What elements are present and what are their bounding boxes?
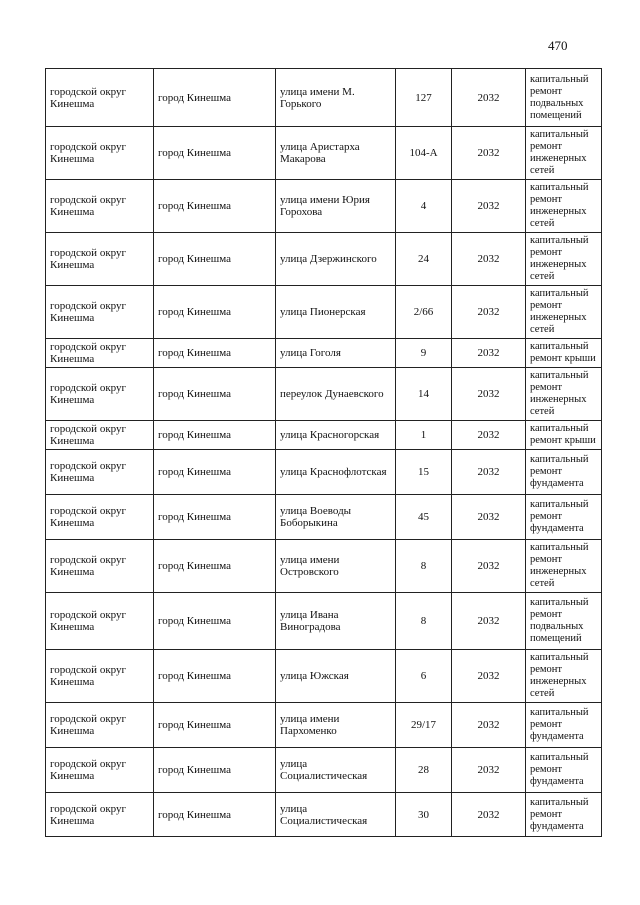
- street-cell: улица имени М. Горького: [276, 69, 396, 127]
- table-row: [46, 180, 602, 233]
- district-cell: городской округ Кинешма: [46, 421, 154, 450]
- city-cell: город Кинешма: [154, 69, 276, 127]
- work-type-cell: капитальный ремонт инженерных сетей: [526, 650, 602, 703]
- district-cell: городской округ Кинешма: [46, 69, 154, 127]
- district-cell: городской округ Кинешма: [46, 180, 154, 233]
- city-cell: город Кинешма: [154, 233, 276, 286]
- house-number-cell: 29/17: [396, 703, 452, 748]
- street-cell: улица имени Островского: [276, 540, 396, 593]
- table-row: [46, 339, 602, 368]
- year-cell: 2032: [452, 703, 526, 748]
- street-cell: улица Социалистическая: [276, 793, 396, 837]
- city-cell: город Кинешма: [154, 748, 276, 793]
- work-type-cell: капитальный ремонт фундамента: [526, 703, 602, 748]
- street-cell: улица Красногорская: [276, 421, 396, 450]
- district-cell: городской округ Кинешма: [46, 593, 154, 650]
- house-number-cell: 24: [396, 233, 452, 286]
- work-type-cell: капитальный ремонт инженерных сетей: [526, 233, 602, 286]
- street-cell: улица Ивана Виноградова: [276, 593, 396, 650]
- district-cell: городской округ Кинешма: [46, 233, 154, 286]
- house-number-cell: 15: [396, 450, 452, 495]
- district-cell: городской округ Кинешма: [46, 495, 154, 540]
- city-cell: город Кинешма: [154, 421, 276, 450]
- street-cell: улица имени Пархоменко: [276, 703, 396, 748]
- street-cell: улица Социалистическая: [276, 748, 396, 793]
- house-number-cell: 45: [396, 495, 452, 540]
- work-type-cell: капитальный ремонт фундамента: [526, 450, 602, 495]
- house-number-cell: 14: [396, 368, 452, 421]
- year-cell: 2032: [452, 450, 526, 495]
- district-cell: городской округ Кинешма: [46, 793, 154, 837]
- work-type-cell: капитальный ремонт крыши: [526, 339, 602, 368]
- house-number-cell: 6: [396, 650, 452, 703]
- table-row: [46, 368, 602, 421]
- year-cell: 2032: [452, 495, 526, 540]
- work-type-cell: капитальный ремонт инженерных сетей: [526, 127, 602, 180]
- house-number-cell: 1: [396, 421, 452, 450]
- work-type-cell: капитальный ремонт фундамента: [526, 748, 602, 793]
- city-cell: город Кинешма: [154, 127, 276, 180]
- house-number-cell: 9: [396, 339, 452, 368]
- district-cell: городской округ Кинешма: [46, 450, 154, 495]
- house-number-cell: 2/66: [396, 286, 452, 339]
- house-number-cell: 8: [396, 593, 452, 650]
- district-cell: городской округ Кинешма: [46, 540, 154, 593]
- table-row: [46, 793, 602, 837]
- year-cell: 2032: [452, 69, 526, 127]
- city-cell: город Кинешма: [154, 495, 276, 540]
- city-cell: город Кинешма: [154, 540, 276, 593]
- page-number: 470: [548, 38, 568, 53]
- table-row: [46, 540, 602, 593]
- year-cell: 2032: [452, 339, 526, 368]
- table-row: [46, 69, 602, 127]
- year-cell: 2032: [452, 180, 526, 233]
- street-cell: улица Дзержинского: [276, 233, 396, 286]
- district-cell: городской округ Кинешма: [46, 286, 154, 339]
- district-cell: городской округ Кинешма: [46, 339, 154, 368]
- year-cell: 2032: [452, 368, 526, 421]
- city-cell: город Кинешма: [154, 180, 276, 233]
- city-cell: город Кинешма: [154, 368, 276, 421]
- year-cell: 2032: [452, 540, 526, 593]
- district-cell: городской округ Кинешма: [46, 650, 154, 703]
- table-row: [46, 286, 602, 339]
- year-cell: 2032: [452, 593, 526, 650]
- table-row: [46, 495, 602, 540]
- house-number-cell: 8: [396, 540, 452, 593]
- year-cell: 2032: [452, 286, 526, 339]
- city-cell: город Кинешма: [154, 793, 276, 837]
- work-type-cell: капитальный ремонт инженерных сетей: [526, 368, 602, 421]
- table-row: [46, 421, 602, 450]
- street-cell: улица Южская: [276, 650, 396, 703]
- district-cell: городской округ Кинешма: [46, 748, 154, 793]
- table-row: [46, 127, 602, 180]
- year-cell: 2032: [452, 793, 526, 837]
- table-row: [46, 450, 602, 495]
- house-number-cell: 30: [396, 793, 452, 837]
- registry-table: [45, 68, 602, 837]
- year-cell: 2032: [452, 127, 526, 180]
- table-row: [46, 593, 602, 650]
- house-number-cell: 28: [396, 748, 452, 793]
- district-cell: городской округ Кинешма: [46, 368, 154, 421]
- work-type-cell: капитальный ремонт подвальных помещений: [526, 593, 602, 650]
- street-cell: переулок Дунаевского: [276, 368, 396, 421]
- work-type-cell: капитальный ремонт подвальных помещений: [526, 69, 602, 127]
- work-type-cell: капитальный ремонт инженерных сетей: [526, 180, 602, 233]
- street-cell: улица Воеводы Боборыкина: [276, 495, 396, 540]
- city-cell: город Кинешма: [154, 450, 276, 495]
- work-type-cell: капитальный ремонт инженерных сетей: [526, 286, 602, 339]
- street-cell: улица Гоголя: [276, 339, 396, 368]
- city-cell: город Кинешма: [154, 286, 276, 339]
- year-cell: 2032: [452, 748, 526, 793]
- work-type-cell: капитальный ремонт крыши: [526, 421, 602, 450]
- table-row: [46, 650, 602, 703]
- work-type-cell: капитальный ремонт фундамента: [526, 495, 602, 540]
- table-row: [46, 233, 602, 286]
- street-cell: улица Краснофлотская: [276, 450, 396, 495]
- work-type-cell: капитальный ремонт инженерных сетей: [526, 540, 602, 593]
- city-cell: город Кинешма: [154, 593, 276, 650]
- table-row: [46, 748, 602, 793]
- house-number-cell: 4: [396, 180, 452, 233]
- house-number-cell: 127: [396, 69, 452, 127]
- table-row: [46, 703, 602, 748]
- year-cell: 2032: [452, 233, 526, 286]
- year-cell: 2032: [452, 421, 526, 450]
- street-cell: улица Пионерская: [276, 286, 396, 339]
- street-cell: улица имени Юрия Горохова: [276, 180, 396, 233]
- district-cell: городской округ Кинешма: [46, 703, 154, 748]
- city-cell: город Кинешма: [154, 339, 276, 368]
- district-cell: городской округ Кинешма: [46, 127, 154, 180]
- city-cell: город Кинешма: [154, 650, 276, 703]
- city-cell: город Кинешма: [154, 703, 276, 748]
- year-cell: 2032: [452, 650, 526, 703]
- street-cell: улица Аристарха Макарова: [276, 127, 396, 180]
- house-number-cell: 104-А: [396, 127, 452, 180]
- work-type-cell: капитальный ремонт фундамента: [526, 793, 602, 837]
